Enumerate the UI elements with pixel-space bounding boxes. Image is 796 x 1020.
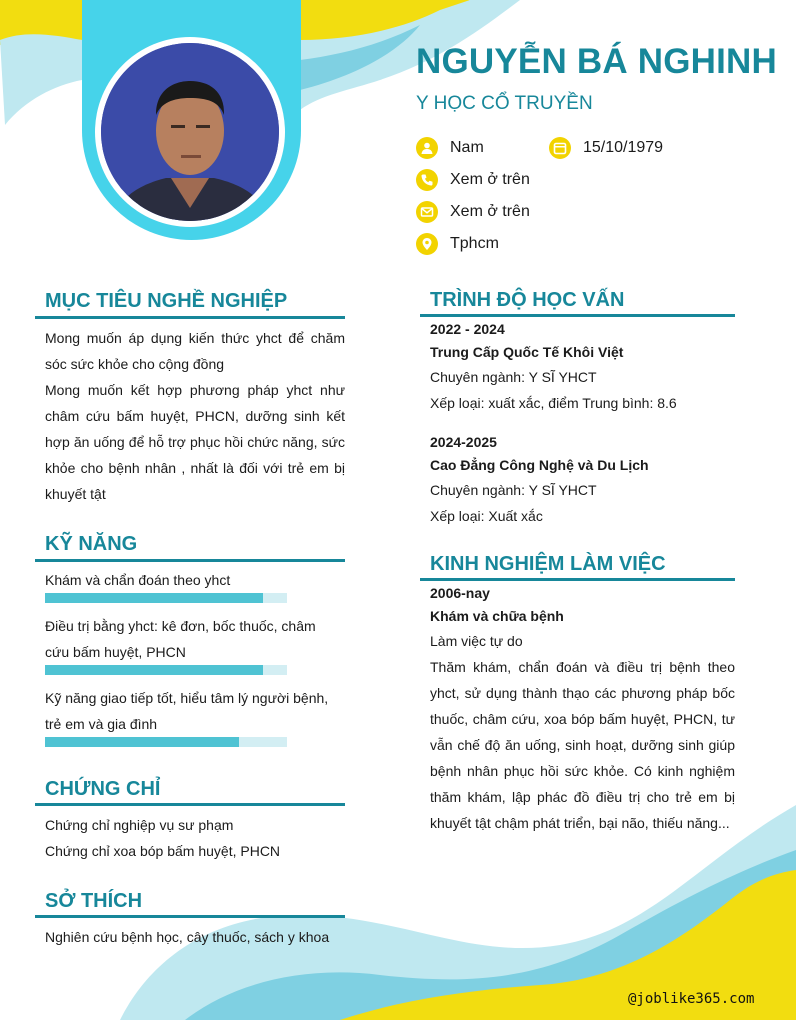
education-grade: Xếp loại: Xuất xắc: [430, 508, 543, 524]
education-heading: TRÌNH ĐỘ HỌC VẤN: [430, 289, 625, 311]
experience-company: Làm việc tự do: [430, 633, 523, 649]
skill-bar-fill: [45, 665, 263, 675]
experience-period: 2006-nay: [430, 585, 490, 601]
skill-bar: [45, 665, 287, 675]
candidate-name: NGUYỄN BÁ NGHINH: [416, 42, 777, 81]
education-grade: Xếp loại: xuất xắc, điểm Trung bình: 8.6: [430, 395, 677, 411]
user-icon: [416, 137, 438, 159]
skill-bar-fill: [45, 737, 239, 747]
skill-name: Khám và chẩn đoán theo yhct: [45, 572, 231, 588]
skill-bar: [45, 593, 287, 603]
phone-icon: [416, 169, 438, 191]
objective-rule: [35, 316, 345, 319]
education-period: 2022 - 2024: [430, 321, 505, 337]
hobbies-heading: SỞ THÍCH: [45, 890, 143, 912]
location-icon: [416, 233, 438, 255]
hobbies-rule: [35, 915, 345, 918]
watermark: @joblike365.com: [628, 991, 755, 1007]
hobbies-text: Nghiên cứu bệnh học, cây thuốc, sách y khoa: [45, 929, 330, 945]
profile-photo: [101, 43, 279, 221]
objective-text-2: Mong muốn kết hợp phương pháp yhct như châm cứu bấm huyệt, PHCN, dưỡng sinh kết hợp ăn uống để hỗ trợ phục hồi chức năng, sức khỏe cho bệnh nhân , nhất là đối với trẻ em bị khuyết tật: [45, 382, 345, 502]
top-light-wave: [0, 34, 82, 125]
certificates-heading: CHỨNG CHỈ: [45, 778, 161, 800]
education-major: Chuyên ngành: Y SĨ YHCT: [430, 482, 597, 498]
experience-role: Khám và chữa bệnh: [430, 608, 564, 624]
skill-name: Điều trị bằng yhct: kê đơn, bốc thuốc, châm cứu bấm huyệt, PHCN: [45, 618, 316, 660]
certificate-item: Chứng chỉ nghiệp vụ sư phạm: [45, 817, 234, 833]
experience-description: Thăm khám, chẩn đoán và điều trị bệnh theo yhct, sử dụng thành thạo các phương pháp bốc thuốc, châm cứu, xoa bóp bấm huyệt, PHCN, tư vẫn chế độ ăn uống, sinh hoạt, dưỡng sinh giúp bệnh nhân phục hồi sức khỏe. Có kinh nghiệm thăm khám, lập phác đồ điều trị cho trẻ em bị khuyết tật chậm phát triển, bại não, thiếu năng...: [430, 659, 735, 831]
objective-heading: MỤC TIÊU NGHỀ NGHIỆP: [45, 290, 288, 312]
education-school: Trung Cấp Quốc Tế Khôi Việt: [430, 344, 624, 360]
skill-name: Kỹ năng giao tiếp tốt, hiểu tâm lý người bệnh, trẻ em và gia đình: [45, 690, 329, 732]
skill-bar: [45, 737, 287, 747]
job-title: Y HỌC CỔ TRUYỀN: [416, 93, 593, 114]
education-period: 2024-2025: [430, 434, 497, 450]
mail-icon: [416, 201, 438, 223]
education-major: Chuyên ngành: Y SĨ YHCT: [430, 369, 597, 385]
gender-row: [416, 135, 484, 161]
phone-value: Xem ở trên: [450, 171, 530, 188]
skill-bar-fill: [45, 593, 263, 603]
certificate-item: Chứng chỉ xoa bóp bấm huyệt, PHCN: [45, 843, 281, 859]
objective-text-1: Mong muốn áp dụng kiến thức yhct để chăm sóc sức khỏe cho cộng đồng: [45, 330, 345, 372]
birthday-value: 15/10/1979: [583, 139, 664, 156]
skills-heading: KỸ NĂNG: [45, 533, 138, 555]
birthday-row: [549, 135, 663, 161]
phone-row: [416, 167, 530, 193]
email-value: Xem ở trên: [450, 203, 530, 220]
address-row: [416, 231, 499, 257]
skills-rule: [35, 559, 345, 562]
certificates-rule: [35, 803, 345, 806]
experience-heading: KINH NGHIỆM LÀM VIỆC: [430, 553, 666, 575]
education-school: Cao Đẳng Công Nghệ và Du Lịch: [430, 457, 649, 473]
address-value: Tphcm: [450, 235, 499, 252]
email-row: [416, 199, 530, 225]
calendar-icon: [549, 137, 571, 159]
gender-value: Nam: [450, 139, 484, 156]
